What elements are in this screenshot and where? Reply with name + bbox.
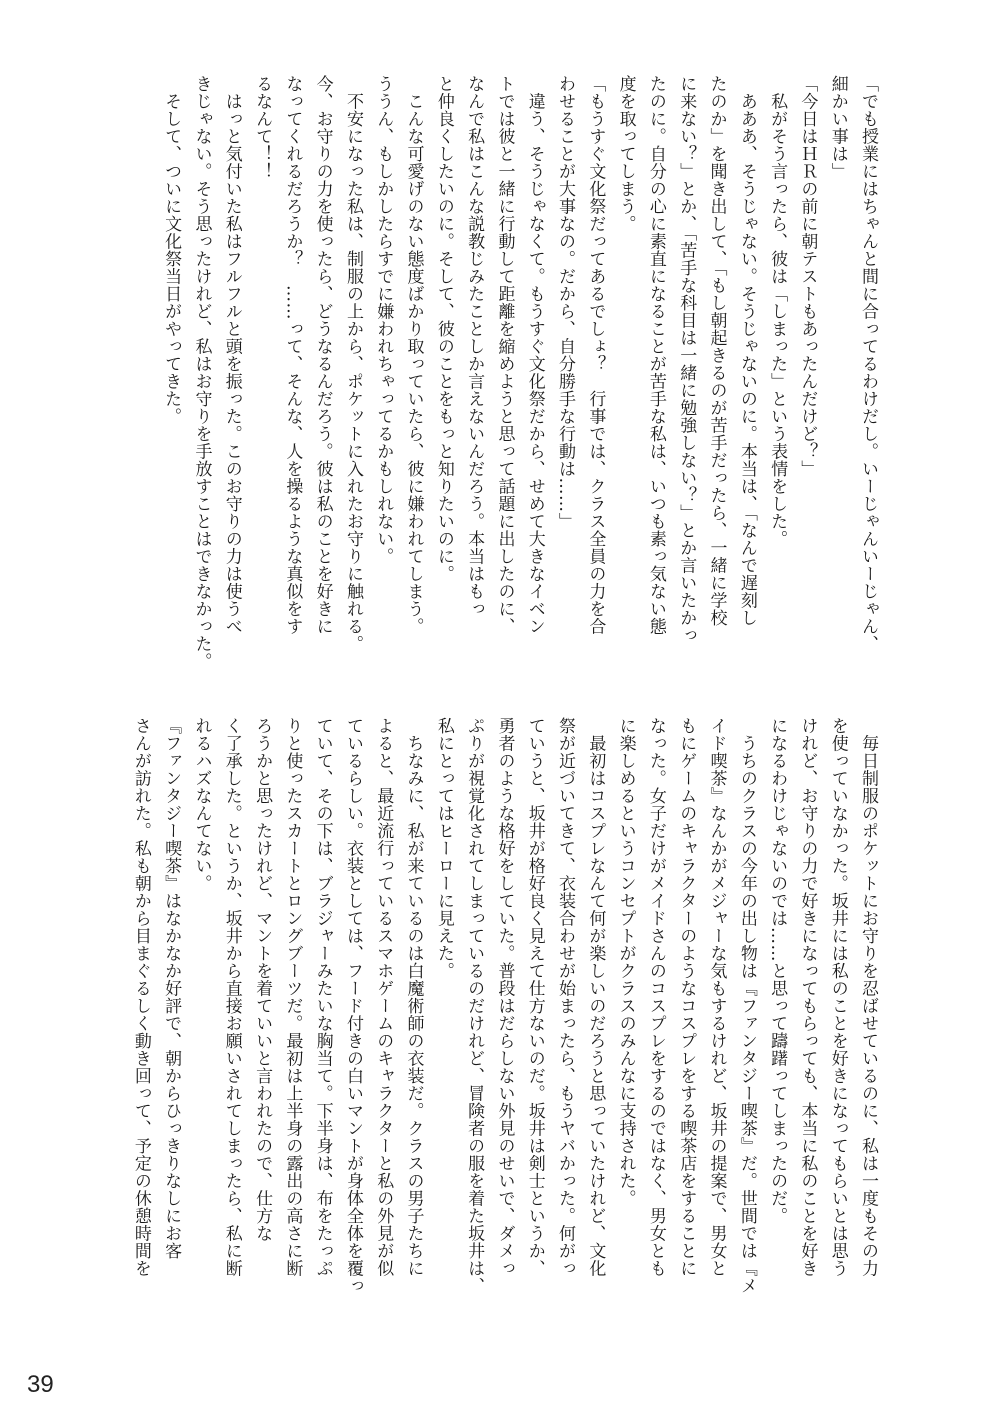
text-line: うちのクラスの今年の出し物は『ファンタジー喫茶』だ。世間では『メ [736, 717, 757, 1295]
text-line: 私にとってはヒーローに見えた。 [433, 717, 454, 980]
text-line: さんが訪れた。私も朝から目まぐるしく動き回って、予定の休憩時間を [130, 717, 151, 1277]
text-line: と仲良くしたいのに。そして、彼のことをもっと知りたいのに。 [433, 75, 454, 583]
text-line: ちなみに、私が来ているのは白魔術師の衣装だ。クラスの男子たちに [403, 717, 424, 1277]
text-line: を使っていなかった。坂井には私のことを好きになってもらいとは思う [827, 717, 848, 1277]
text-line: なんで私はこんな説教じみたことしか言えないんだろう。本当はもっ [464, 75, 485, 618]
text-line: けれど、お守りの力で好きになってもらっても、本当に私のことを好き [797, 717, 818, 1277]
text-line: こんな可愛げのない態度ばかり取っていたら、彼に嫌われてしまう。 [403, 75, 424, 635]
text-line: に来ない？」とか、「苦手な科目は一緒に勉強しない？」とか言いたかっ [676, 75, 697, 644]
page-number: 39 [27, 1371, 54, 1398]
text-line: に楽しめるというコンセプトがクラスのみんなに支持された。 [615, 717, 636, 1207]
text-line: ているらしい。衣装としては、フード付きの白いマントが身体全体を覆っ [342, 717, 363, 1295]
text-line: になるわけじゃないのでは……と思って躊躇ってしまったのだ。 [767, 717, 788, 1225]
text-line: 最初はコスプレなんて何が楽しいのだろうと思っていたけれど、文化 [585, 717, 606, 1277]
text-line: りと使ったスカートとロングブーツだ。最初は上半身の露出の高さに断 [282, 717, 303, 1277]
text-line: れるハズなんてない。 [191, 717, 212, 892]
text-line: イド喫茶』なんかがメジャーな気もするけれど、坂井の提案で、男女と [706, 717, 727, 1277]
text-line: そして、ついに文化祭当日がやってきた。 [161, 75, 182, 425]
text-line: 今、お守りの力を使ったら、どうなるんだろう。彼は私のことを好きに [312, 75, 333, 635]
text-line: きじゃない。そう思ったけれど、私はお守りを手放すことはできなかった。 [191, 75, 212, 670]
text-line: 祭が近づいてきて、衣装合わせが始まったら、もうヤバかった。何がっ [555, 717, 576, 1277]
text-line: ていて、その下は、ブラジャーみたいな胸当て。下半身は、布をたっぷ [312, 717, 333, 1277]
text-line: あああ、そうじゃない。そうじゃないのに。本当は、「なんで遅刻し [736, 75, 757, 627]
text-line: よると、最近流行っているスマホゲームのキャラクターと私の外見が似 [373, 717, 394, 1277]
text-line: るなんて！！ [252, 75, 273, 180]
text-line: 勇者のような格好をしていた。普段はだらしない外見のせいで、ダメっ [494, 717, 515, 1277]
text-line: く了承した。というか、坂井から直接お願いされてしまったら、私に断 [221, 717, 242, 1277]
text-line: なった。女子だけがメイドさんのコスプレをするのではなく、男女とも [645, 717, 666, 1277]
text-line: 「もうすぐ文化祭だってあるでしょ？ 行事では、クラス全員の力を合 [585, 75, 606, 635]
text-line: 度を取ってしまう。 [615, 75, 636, 233]
text-line: ていうと、坂井が格好良く見えて仕方ないのだ。坂井は剣士というか、 [524, 717, 545, 1277]
text-line: 不安になった私は、制服の上から、ポケットに入れたお守りに触れる。 [342, 75, 363, 653]
text-line: なってくれるだろうか？ ……って、そんな、人を操るような真似をす [282, 75, 303, 635]
text-line: ううん、もしかしたらすでに嫌われちゃってるかもしれない。 [373, 75, 394, 565]
text-line: もにゲームのキャラクターのようなコスプレをする喫茶店をすることに [676, 717, 697, 1277]
text-line: わせることが大事なの。だから、自分勝手な行動は……」 [555, 75, 576, 530]
text-line: ろうかと思ったけれど、マントを着ていいと言われたので、仕方な [252, 717, 273, 1242]
text-line: 「でも授業にはちゃんと間に合ってるわけだし。いーじゃんいーじゃん、 [858, 75, 878, 653]
text-line: 私がそう言ったら、彼は「しまった」という表情をした。 [767, 75, 788, 548]
text-line: トでは彼と一緒に行動して距離を縮めようと思って話題に出したのに、 [494, 75, 515, 635]
text-line: 毎日制服のポケットにお守りを忍ばせているのに、私は一度もその力 [858, 717, 878, 1277]
bottom-text-block [113, 717, 883, 1317]
text-line: はっと気付いた私はフルフルと頭を振った。このお守りの力は使うべ [221, 75, 242, 635]
text-line: 違う、そうじゃなくて。もうすぐ文化祭だから、せめて大きなイベン [524, 75, 545, 635]
text-line: たのか」を聞き出して、「もし朝起きるのが苦手だったら、一緒に学校 [706, 75, 727, 627]
top-text-block [113, 75, 883, 688]
text-line: 「今日はＨＲの前に朝テストもあったんだけど？」 [797, 75, 818, 478]
text-line: たのに。自分の心に素直になることが苦手な私は、いつも素っ気ない態 [645, 75, 666, 635]
text-line: 『ファンタジー喫茶』はなかなか好評で、朝からひっきりなしにお客 [161, 717, 182, 1260]
text-line: 細かい事は」 [827, 75, 848, 180]
text-line: ぷりが視覚化されてしまっているのだけれど、冒険者の服を着た坂井は、 [464, 717, 485, 1295]
